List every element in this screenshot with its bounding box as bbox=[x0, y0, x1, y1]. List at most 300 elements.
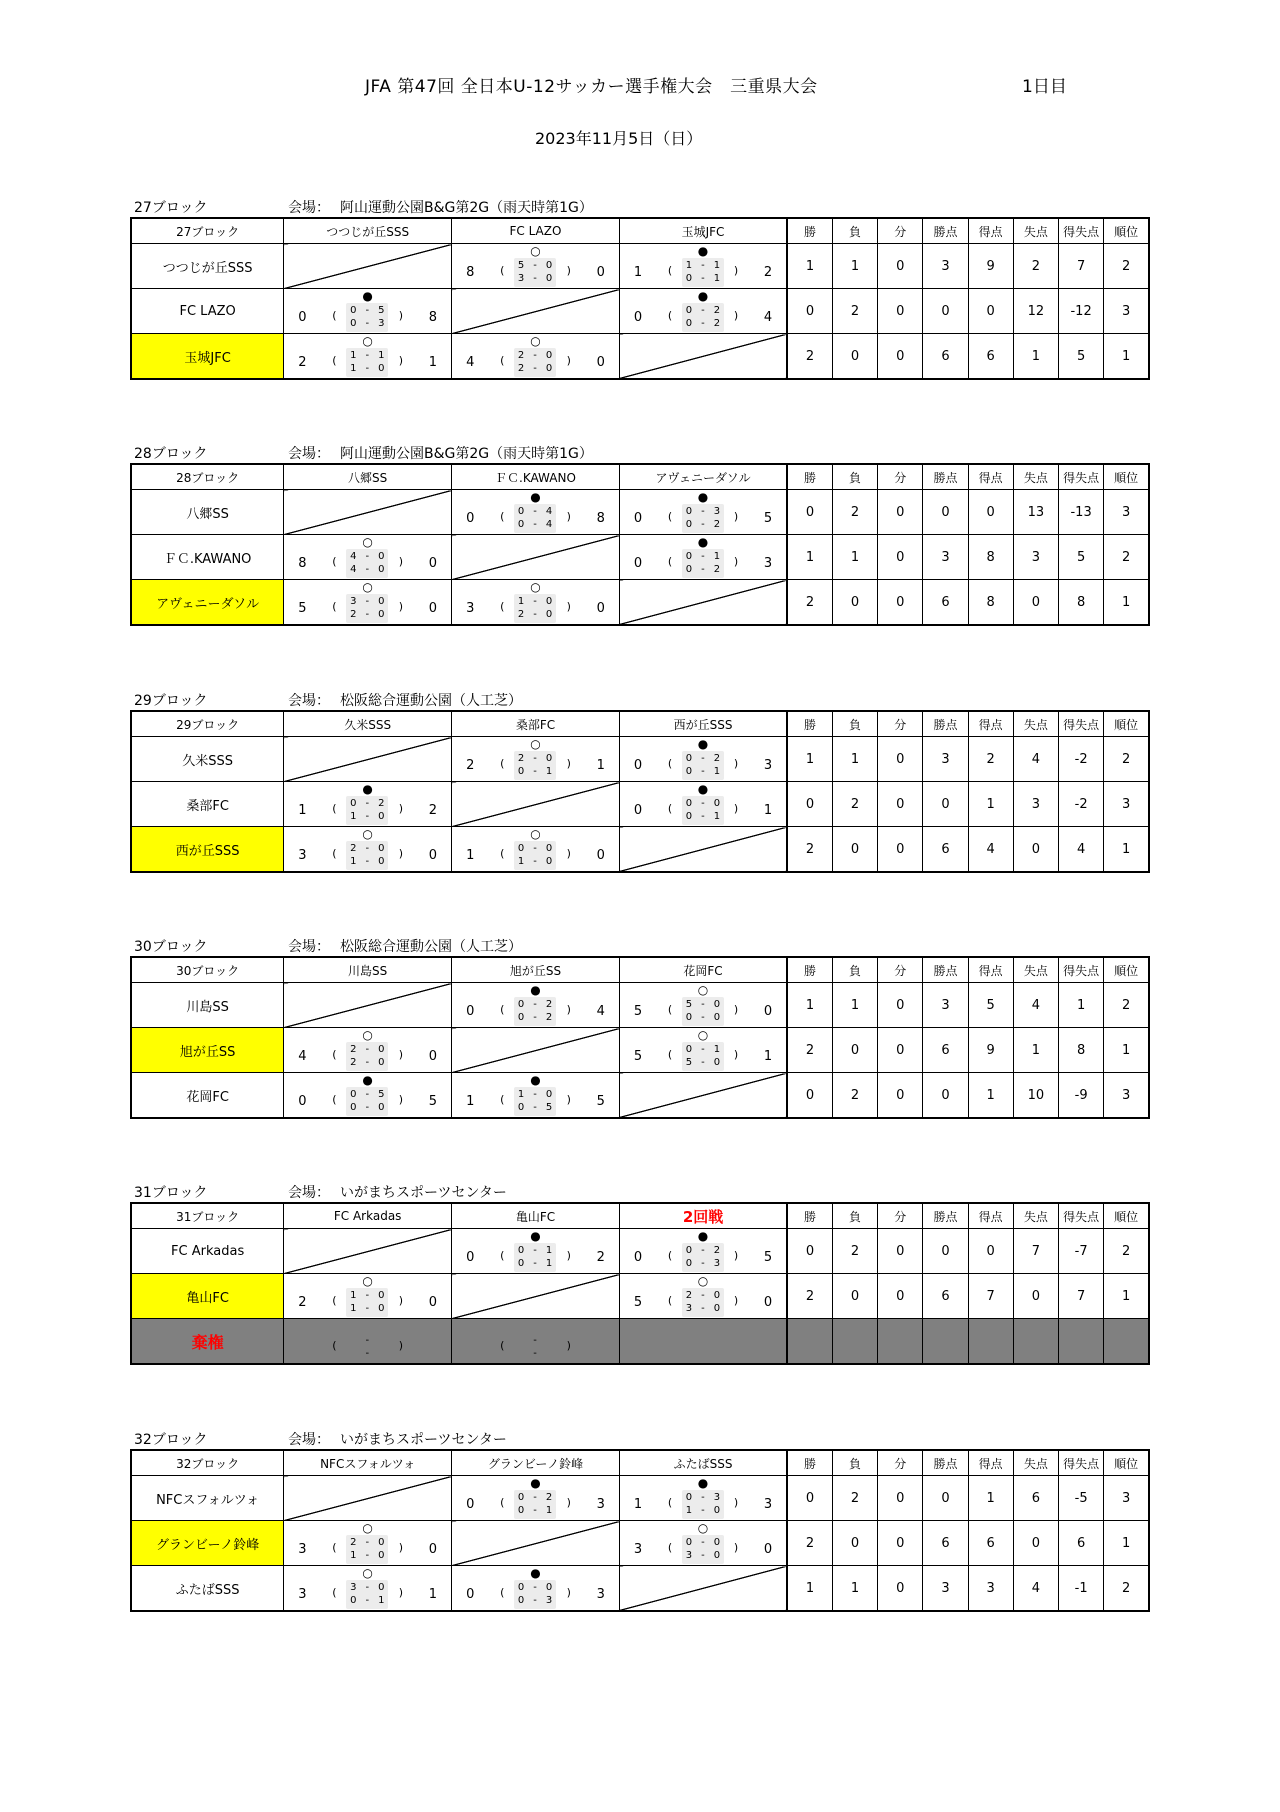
stat-header: 得点 bbox=[968, 464, 1013, 490]
win-mark: ○ bbox=[530, 580, 541, 594]
stat-value: 0 bbox=[878, 1476, 923, 1521]
goals-for: 0 bbox=[298, 310, 307, 325]
self-match-diagonal bbox=[284, 737, 452, 782]
opponent-header: つつじが丘SSS bbox=[284, 218, 452, 244]
close-paren: ) bbox=[398, 1294, 404, 1307]
goals-against: 1 bbox=[763, 1049, 773, 1064]
match-result bbox=[620, 1476, 786, 1520]
stat-value: 0 bbox=[923, 782, 968, 827]
stat-header: 得失点 bbox=[1059, 464, 1104, 490]
goals-for: 0 bbox=[633, 758, 643, 773]
venue-name: 松阪総合運動公園（人工芝） bbox=[340, 939, 522, 955]
team-row bbox=[131, 827, 1149, 873]
stat-header: 順位 bbox=[1104, 1203, 1149, 1229]
win-mark: ○ bbox=[697, 1274, 709, 1288]
open-paren: ( bbox=[332, 847, 337, 860]
stat-header: 得失点 bbox=[1059, 218, 1104, 244]
stat-value: 0 bbox=[968, 289, 1013, 334]
match-result bbox=[284, 1028, 451, 1072]
stat-header: 勝点 bbox=[923, 957, 968, 983]
open-paren: ( bbox=[500, 510, 505, 523]
goals-against: 1 bbox=[428, 355, 438, 370]
page-title-row bbox=[0, 72, 1280, 96]
block-header bbox=[130, 195, 1150, 217]
opponent-header: NFCスフォルツォ bbox=[284, 1450, 452, 1476]
stat-value: 0 bbox=[787, 782, 832, 827]
goals-against: 0 bbox=[428, 1542, 438, 1557]
close-paren: ) bbox=[733, 1249, 739, 1262]
second-half-score: 1 - 0 bbox=[350, 1303, 385, 1314]
self-match-diagonal bbox=[619, 580, 787, 626]
stat-value: 0 bbox=[923, 1229, 968, 1274]
team-name: 八郷SS bbox=[131, 490, 284, 535]
self-match-diagonal bbox=[452, 1028, 620, 1073]
goals-for: 5 bbox=[298, 601, 307, 616]
first-half-score: 2 - 0 bbox=[350, 1537, 385, 1548]
goals-against: 0 bbox=[763, 1295, 773, 1310]
stat-value: 1 bbox=[1104, 1028, 1149, 1073]
stat-value bbox=[878, 1319, 923, 1365]
self-match-diagonal bbox=[284, 983, 452, 1028]
first-half-score: 0 - 0 bbox=[685, 1537, 721, 1548]
team-row bbox=[131, 334, 1149, 380]
standings-table bbox=[130, 1449, 1150, 1612]
second-half-score: 0 - 1 bbox=[350, 1595, 385, 1606]
stat-value: 6 bbox=[1013, 1476, 1058, 1521]
self-match-diagonal bbox=[619, 334, 787, 380]
stat-value: 0 bbox=[787, 490, 832, 535]
stat-header: 勝点 bbox=[923, 1450, 968, 1476]
opponent-header bbox=[619, 1203, 787, 1229]
team-row bbox=[131, 1566, 1149, 1612]
match-result-cell bbox=[284, 1319, 452, 1365]
first-half-score: 0 - 3 bbox=[685, 506, 721, 517]
stat-value bbox=[923, 1319, 968, 1365]
second-half-score: 3 - 0 bbox=[685, 1303, 721, 1314]
match-result-cell bbox=[619, 1521, 787, 1566]
close-paren: ) bbox=[733, 1541, 739, 1554]
team-row bbox=[131, 1073, 1149, 1119]
stat-value: 6 bbox=[923, 1521, 968, 1566]
stat-value: 1 bbox=[1013, 1028, 1058, 1073]
second-half-score: 2 - 0 bbox=[350, 609, 385, 620]
win-mark: ○ bbox=[362, 334, 373, 348]
first-half-score: - bbox=[365, 1335, 370, 1346]
open-paren: ( bbox=[500, 1339, 505, 1352]
stat-value bbox=[1104, 1319, 1149, 1365]
match-result bbox=[620, 782, 786, 826]
team-name: 川島SS bbox=[131, 983, 284, 1028]
match-result bbox=[284, 334, 451, 378]
venue-label: 会場： bbox=[288, 446, 330, 462]
second-half-score: 1 - 0 bbox=[350, 811, 385, 822]
stat-header: 勝 bbox=[787, 464, 832, 490]
match-result-cell bbox=[619, 782, 787, 827]
block-name: 30ブロック bbox=[134, 939, 208, 955]
stat-value: 2 bbox=[968, 737, 1013, 782]
team-name: 久米SSS bbox=[131, 737, 284, 782]
stat-header: 勝点 bbox=[923, 464, 968, 490]
match-result-cell bbox=[452, 244, 620, 289]
block-name: 31ブロック bbox=[134, 1185, 208, 1201]
stat-value: 2 bbox=[832, 1476, 877, 1521]
match-result-cell bbox=[284, 1274, 452, 1319]
match-result-cell bbox=[284, 334, 452, 380]
stat-value: 0 bbox=[878, 244, 923, 289]
open-paren: ( bbox=[500, 1496, 505, 1509]
goals-against: 5 bbox=[763, 511, 773, 526]
open-paren: ( bbox=[667, 1496, 673, 1509]
open-paren: ( bbox=[332, 1294, 337, 1307]
stat-value: 0 bbox=[832, 1274, 877, 1319]
venue-label: 会場： bbox=[288, 200, 330, 216]
match-result bbox=[620, 1229, 786, 1273]
stat-value: 3 bbox=[923, 244, 968, 289]
stat-header: 負 bbox=[832, 1450, 877, 1476]
second-half-score: 2 - 0 bbox=[517, 363, 553, 374]
close-paren: ) bbox=[566, 847, 571, 860]
second-half-score: 0 - 1 bbox=[685, 811, 721, 822]
match-result bbox=[284, 1566, 451, 1610]
team-name bbox=[131, 1319, 284, 1365]
second-half-score: 1 - 0 bbox=[350, 856, 385, 867]
self-match-diagonal bbox=[452, 1521, 620, 1566]
goals-for: 0 bbox=[466, 1587, 475, 1602]
first-half-score: 3 - 0 bbox=[350, 596, 385, 607]
open-paren: ( bbox=[667, 510, 673, 523]
goals-for: 5 bbox=[633, 1295, 643, 1310]
second-half-score: 0 - 5 bbox=[517, 1102, 553, 1113]
stat-value: 1 bbox=[1104, 1521, 1149, 1566]
team-name: つつじが丘SSS bbox=[131, 244, 284, 289]
stat-value: 2 bbox=[787, 827, 832, 873]
match-result bbox=[452, 244, 619, 288]
stat-value: 8 bbox=[968, 535, 1013, 580]
stat-value: 0 bbox=[968, 490, 1013, 535]
first-half-score: 4 - 0 bbox=[350, 551, 385, 562]
stat-value: 0 bbox=[878, 1073, 923, 1119]
goals-against: 5 bbox=[763, 1250, 773, 1265]
win-mark: ○ bbox=[362, 1274, 373, 1288]
withdrawn-label: 棄権 bbox=[191, 1332, 224, 1352]
team-row bbox=[131, 244, 1149, 289]
match-result bbox=[452, 1229, 619, 1273]
team-row bbox=[131, 782, 1149, 827]
stat-value: 2 bbox=[1104, 1229, 1149, 1274]
venue-name: いがまちスポーツセンター bbox=[340, 1185, 507, 1201]
close-paren: ) bbox=[566, 510, 571, 523]
team-name: ふたばSSS bbox=[131, 1566, 284, 1612]
second-half-score: 0 - 2 bbox=[685, 318, 721, 329]
stat-value: 4 bbox=[1013, 1566, 1058, 1612]
first-half-score: 0 - 0 bbox=[685, 798, 721, 809]
match-result bbox=[284, 535, 451, 579]
stat-value: 1 bbox=[1104, 580, 1149, 626]
match-result bbox=[620, 1028, 786, 1072]
opponent-header: アヴェニーダソル bbox=[619, 464, 787, 490]
opponent-header: 桑部FC bbox=[452, 711, 620, 737]
stat-value: 0 bbox=[878, 289, 923, 334]
match-result-cell bbox=[284, 1073, 452, 1119]
goals-against: 0 bbox=[763, 1542, 773, 1557]
stat-header: 得点 bbox=[968, 957, 1013, 983]
stat-header: 失点 bbox=[1013, 957, 1058, 983]
team-name: 亀山FC bbox=[131, 1274, 284, 1319]
open-paren: ( bbox=[667, 1294, 673, 1307]
match-result bbox=[452, 1319, 619, 1363]
loss-mark: ● bbox=[697, 737, 709, 751]
second-half-score: 2 - 0 bbox=[350, 1057, 385, 1068]
team-row bbox=[131, 1521, 1149, 1566]
first-half-score: 3 - 0 bbox=[350, 1582, 385, 1593]
match-result bbox=[452, 1073, 619, 1117]
day-label: 1日目 bbox=[1022, 77, 1067, 97]
stat-value: 3 bbox=[923, 983, 968, 1028]
close-paren: ) bbox=[733, 309, 739, 322]
stat-value: -2 bbox=[1059, 782, 1104, 827]
stat-header: 負 bbox=[832, 1203, 877, 1229]
first-half-score: 5 - 0 bbox=[517, 260, 553, 271]
first-half-score: 0 - 2 bbox=[350, 798, 385, 809]
close-paren: ) bbox=[566, 600, 571, 613]
second-half-score: 0 - 1 bbox=[685, 766, 721, 777]
first-half-score: 0 - 0 bbox=[517, 843, 553, 854]
goals-against: 1 bbox=[428, 1587, 438, 1602]
open-paren: ( bbox=[332, 1048, 337, 1061]
stat-header: 分 bbox=[878, 711, 923, 737]
stat-value: 0 bbox=[878, 1566, 923, 1612]
team-row bbox=[131, 580, 1149, 626]
goals-against: 0 bbox=[763, 1004, 773, 1019]
stat-value: 1 bbox=[832, 535, 877, 580]
stat-value: 2 bbox=[832, 289, 877, 334]
match-result-cell bbox=[284, 580, 452, 626]
self-match-diagonal bbox=[619, 1566, 787, 1612]
opponent-header: FC LAZO bbox=[452, 218, 620, 244]
match-result-cell bbox=[619, 1476, 787, 1521]
open-paren: ( bbox=[667, 264, 673, 277]
open-paren: ( bbox=[332, 802, 337, 815]
stat-value: 3 bbox=[923, 535, 968, 580]
stat-value: 0 bbox=[832, 1521, 877, 1566]
goals-for: 3 bbox=[298, 1542, 307, 1557]
stat-header: 得点 bbox=[968, 1203, 1013, 1229]
first-half-score: 1 - 0 bbox=[517, 596, 553, 607]
second-half-score: 0 - 1 bbox=[685, 273, 721, 284]
stat-value: -5 bbox=[1059, 1476, 1104, 1521]
open-paren: ( bbox=[500, 600, 505, 613]
stat-value: 0 bbox=[923, 1476, 968, 1521]
stat-value: 1 bbox=[968, 1476, 1013, 1521]
goals-against: 1 bbox=[596, 758, 605, 773]
open-paren: ( bbox=[332, 1586, 337, 1599]
stat-header: 負 bbox=[832, 711, 877, 737]
match-result bbox=[284, 827, 451, 871]
loss-mark: ● bbox=[697, 244, 709, 258]
opponent-header: 花岡FC bbox=[619, 957, 787, 983]
second-half-score: 0 - 1 bbox=[517, 766, 553, 777]
match-result bbox=[452, 1566, 619, 1610]
first-half-score: 2 - 0 bbox=[685, 1290, 721, 1301]
opponent-header: 川島SS bbox=[284, 957, 452, 983]
stat-value: 0 bbox=[878, 827, 923, 873]
match-result bbox=[620, 737, 786, 781]
match-result bbox=[284, 782, 451, 826]
stat-value: -7 bbox=[1059, 1229, 1104, 1274]
team-row bbox=[131, 1319, 1149, 1365]
open-paren: ( bbox=[667, 1249, 673, 1262]
stat-header: 順位 bbox=[1104, 1450, 1149, 1476]
open-paren: ( bbox=[500, 1586, 505, 1599]
stat-value: 4 bbox=[1013, 737, 1058, 782]
win-mark: ○ bbox=[362, 580, 373, 594]
goals-against: 3 bbox=[763, 758, 773, 773]
stat-value: 9 bbox=[968, 1028, 1013, 1073]
stat-header: 失点 bbox=[1013, 711, 1058, 737]
open-paren: ( bbox=[500, 1249, 505, 1262]
goals-against: 3 bbox=[763, 556, 773, 571]
goals-against: 5 bbox=[596, 1094, 605, 1109]
stat-value: 6 bbox=[923, 827, 968, 873]
opponent-header: 旭が丘SS bbox=[452, 957, 620, 983]
goals-for: 4 bbox=[298, 1049, 307, 1064]
open-paren: ( bbox=[332, 1541, 337, 1554]
open-paren: ( bbox=[332, 555, 337, 568]
win-mark: ○ bbox=[362, 535, 373, 549]
goals-against: 8 bbox=[428, 310, 438, 325]
block-header bbox=[130, 441, 1150, 463]
match-result-cell bbox=[619, 983, 787, 1028]
loss-mark: ● bbox=[362, 782, 373, 796]
venue-label: 会場： bbox=[288, 1185, 330, 1201]
opponent-header: 玉城JFC bbox=[619, 218, 787, 244]
second-half-score: 0 - 3 bbox=[517, 1595, 553, 1606]
block-header bbox=[130, 934, 1150, 956]
second-half-score: 0 - 0 bbox=[685, 1012, 721, 1023]
standings-table bbox=[130, 463, 1150, 626]
stat-value: 7 bbox=[1013, 1229, 1058, 1274]
stat-value bbox=[968, 1319, 1013, 1365]
stat-value: 8 bbox=[1059, 580, 1104, 626]
block-label-cell: 30ブロック bbox=[131, 957, 284, 983]
team-row bbox=[131, 289, 1149, 334]
match-result-cell bbox=[452, 1229, 620, 1274]
match-result-cell bbox=[452, 580, 620, 626]
goals-for: 0 bbox=[466, 511, 475, 526]
venue-name: 阿山運動公園B&G第2G（雨天時第1G） bbox=[340, 446, 593, 462]
stat-value: 0 bbox=[787, 289, 832, 334]
stat-header: 順位 bbox=[1104, 464, 1149, 490]
stat-header: 得失点 bbox=[1059, 1203, 1104, 1229]
block-header bbox=[130, 1180, 1150, 1202]
stat-header: 順位 bbox=[1104, 957, 1149, 983]
match-result bbox=[284, 580, 451, 624]
block-30 bbox=[130, 934, 1150, 1119]
stat-value: 6 bbox=[1059, 1521, 1104, 1566]
first-half-score: 0 - 5 bbox=[350, 305, 385, 316]
first-half-score: 0 - 1 bbox=[685, 1044, 721, 1055]
second-half-score: 5 - 0 bbox=[685, 1057, 721, 1068]
loss-mark: ● bbox=[530, 1073, 541, 1087]
match-result-cell bbox=[284, 1566, 452, 1612]
stat-value: 0 bbox=[923, 1073, 968, 1119]
goals-for: 0 bbox=[633, 310, 643, 325]
stat-value: 0 bbox=[878, 983, 923, 1028]
stat-value: 2 bbox=[787, 1521, 832, 1566]
stat-value: 2 bbox=[1104, 737, 1149, 782]
first-half-score: 0 - 0 bbox=[517, 1582, 553, 1593]
stat-value: 3 bbox=[1104, 782, 1149, 827]
first-half-score: 0 - 4 bbox=[517, 506, 553, 517]
stat-header: 得失点 bbox=[1059, 1450, 1104, 1476]
stat-value: 2 bbox=[832, 1229, 877, 1274]
second-half-score: 2 - 0 bbox=[517, 609, 553, 620]
self-match-diagonal bbox=[284, 490, 452, 535]
goals-against: 2 bbox=[763, 265, 773, 280]
self-match-diagonal bbox=[452, 1274, 620, 1319]
goals-for: 3 bbox=[466, 601, 475, 616]
block-header bbox=[130, 688, 1150, 710]
stat-value: 4 bbox=[1059, 827, 1104, 873]
close-paren: ) bbox=[566, 1496, 571, 1509]
close-paren: ) bbox=[398, 555, 404, 568]
stat-value: 0 bbox=[878, 535, 923, 580]
stat-value: 3 bbox=[923, 737, 968, 782]
team-name: 花岡FC bbox=[131, 1073, 284, 1119]
second-half-score: 0 - 1 bbox=[517, 1505, 553, 1516]
close-paren: ) bbox=[566, 757, 571, 770]
team-name: 玉城JFC bbox=[131, 334, 284, 380]
team-name: 西が丘SSS bbox=[131, 827, 284, 873]
block-header bbox=[130, 1427, 1150, 1449]
stat-value: 0 bbox=[923, 289, 968, 334]
stat-value: 7 bbox=[1059, 244, 1104, 289]
second-half-score: 0 - 2 bbox=[517, 1012, 553, 1023]
stat-value: 0 bbox=[787, 1229, 832, 1274]
stat-header: 勝点 bbox=[923, 711, 968, 737]
match-result bbox=[452, 580, 619, 624]
match-result-cell bbox=[619, 244, 787, 289]
round2-label: 2回戦 bbox=[682, 1207, 724, 1226]
stat-value: 1 bbox=[787, 983, 832, 1028]
loss-mark: ● bbox=[530, 983, 541, 997]
self-match-diagonal bbox=[619, 1319, 787, 1365]
close-paren: ) bbox=[398, 600, 404, 613]
opponent-header: グランビーノ鈴峰 bbox=[452, 1450, 620, 1476]
self-match-diagonal bbox=[452, 782, 620, 827]
loss-mark: ● bbox=[697, 490, 709, 504]
stat-value: -9 bbox=[1059, 1073, 1104, 1119]
stat-value: 1 bbox=[787, 1566, 832, 1612]
open-paren: ( bbox=[667, 1541, 673, 1554]
open-paren: ( bbox=[667, 1003, 673, 1016]
second-half-score: 0 - 0 bbox=[350, 1102, 385, 1113]
second-half-score: 0 - 2 bbox=[685, 519, 721, 530]
self-match-diagonal bbox=[619, 1073, 787, 1119]
match-result-cell bbox=[619, 1274, 787, 1319]
stat-value: 0 bbox=[832, 580, 877, 626]
match-date: 2023年11月5日（日） bbox=[535, 129, 703, 148]
stat-value: 0 bbox=[787, 1476, 832, 1521]
second-half-score: 0 - 4 bbox=[517, 519, 553, 530]
team-name: NFCスフォルツォ bbox=[131, 1476, 284, 1521]
first-half-score: 0 - 2 bbox=[685, 753, 721, 764]
close-paren: ) bbox=[733, 555, 739, 568]
stat-value: 1 bbox=[832, 737, 877, 782]
goals-against: 4 bbox=[763, 310, 773, 325]
second-half-score: 1 - 0 bbox=[350, 363, 385, 374]
second-half-score: 1 - 0 bbox=[685, 1505, 721, 1516]
